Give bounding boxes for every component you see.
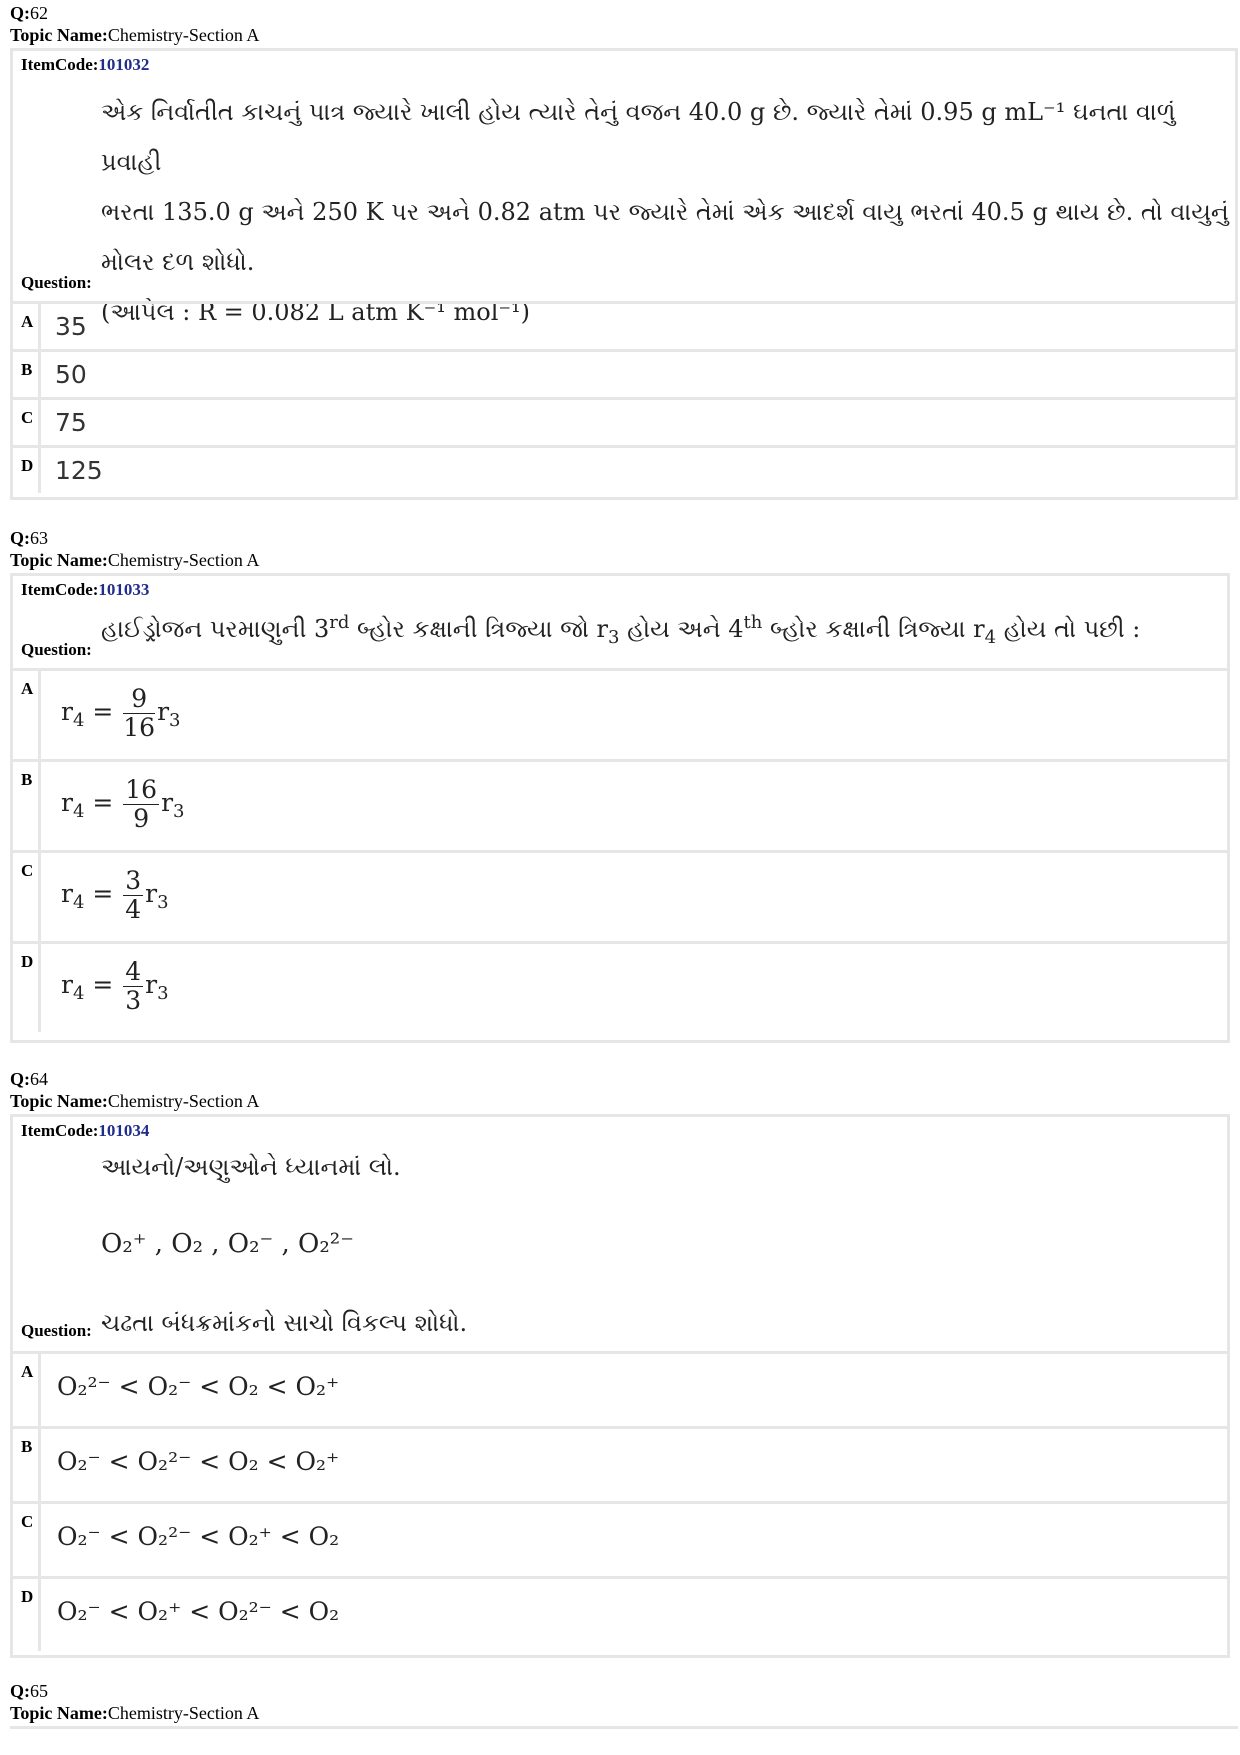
item-code: ItemCode:101032 (21, 55, 150, 74)
question-text-line3: ચઢતા બંધક્રમાંકનો સાચો વિકલ્પ શોધો. (101, 1309, 468, 1337)
option-d[interactable]: D O₂⁻ < O₂⁺ < O₂²⁻ < O₂ (13, 1579, 1227, 1651)
question-label: Question: (21, 1321, 92, 1340)
option-c[interactable]: C $r_4$ = $\frac{3}{4}$ $r_3$ (13, 853, 1227, 944)
question-header-65: Q:65 Topic Name:Chemistry-Section A (10, 1681, 260, 1723)
option-b[interactable]: B $r_4$ = $\frac{16}{9}$ $r_3$ (13, 762, 1227, 853)
option-d[interactable]: D $r_4$ = $\frac{4}{3}$ $r_3$ (13, 944, 1227, 1032)
item-code: ItemCode:101033 (21, 580, 150, 599)
options-list (13, 1351, 1227, 1651)
question-label: Question: (21, 273, 92, 292)
option-a[interactable]: A 35 (13, 304, 1235, 352)
item-code: ItemCode:101034 (21, 1121, 150, 1140)
question-card-64 (10, 1114, 1230, 1658)
option-d[interactable]: D 125 (13, 448, 1235, 493)
q-prefix: Q: (10, 3, 30, 23)
question-label: Question: (21, 640, 92, 659)
question-card-62 (10, 48, 1238, 500)
ion-list: O₂⁺ , O₂ , O₂⁻ , O₂²⁻ (101, 1229, 354, 1259)
option-c[interactable]: C 75 (13, 400, 1235, 448)
option-b[interactable]: B O₂⁻ < O₂²⁻ < O₂ < O₂⁺ (13, 1429, 1227, 1504)
topic-prefix: Topic Name: (10, 25, 108, 45)
option-c[interactable]: C O₂⁻ < O₂²⁻ < O₂⁺ < O₂ (13, 1504, 1227, 1579)
option-b[interactable]: B 50 (13, 352, 1235, 400)
question-text: હાઈડ્રોજન પરમાણુની 3rd બ્હોર કક્ષાની ત્રિજ્યા જો $r_3$ હોય અને 4th બ્હોર કક્ષાની ત્રિજ્યા $r_4$ હોય તો પછી : (101, 612, 1141, 648)
option-a[interactable]: A $r_4$ = $\frac{9}{16}$ $r_3$ (13, 671, 1227, 762)
question-text: એક નિર્વાતીત કાચનું પાત્ર જ્યારે ખાલી હોય ત્યારે તેનું વજન 40.0 g છે. જ્યારે તેમાં 0.95 g mL⁻¹ ઘનતા વાળું પ્રવાહી ભરતા 135.0 g અને 250 K પર અને 0.82 atm પર જ્યારે તેમાં એક આદર્શ વાયુ ભરતાં 40.5 g થાય છે. તો વાયુનું મોલર દળ શોધો. (આપેલ : R = 0.082 L atm K⁻¹ mol⁻¹) (101, 98, 1229, 326)
question-text-line1: આયનો/અણુઓને ધ્યાનમાં લો. (101, 1153, 401, 1181)
option-a[interactable]: A O₂²⁻ < O₂⁻ < O₂ < O₂⁺ (13, 1354, 1227, 1429)
question-card-63 (10, 573, 1230, 1043)
question-header-63: Q:63 Topic Name:Chemistry-Section A (10, 528, 260, 570)
question-header-62 (10, 2, 259, 46)
question-number: 62 (30, 3, 48, 23)
question-card-65-edge (10, 1726, 1238, 1729)
topic-name: Chemistry-Section A (107, 25, 260, 45)
options-list (13, 668, 1227, 1032)
options-list (13, 301, 1235, 493)
question-header-64: Q:64 Topic Name:Chemistry-Section A (10, 1069, 260, 1111)
